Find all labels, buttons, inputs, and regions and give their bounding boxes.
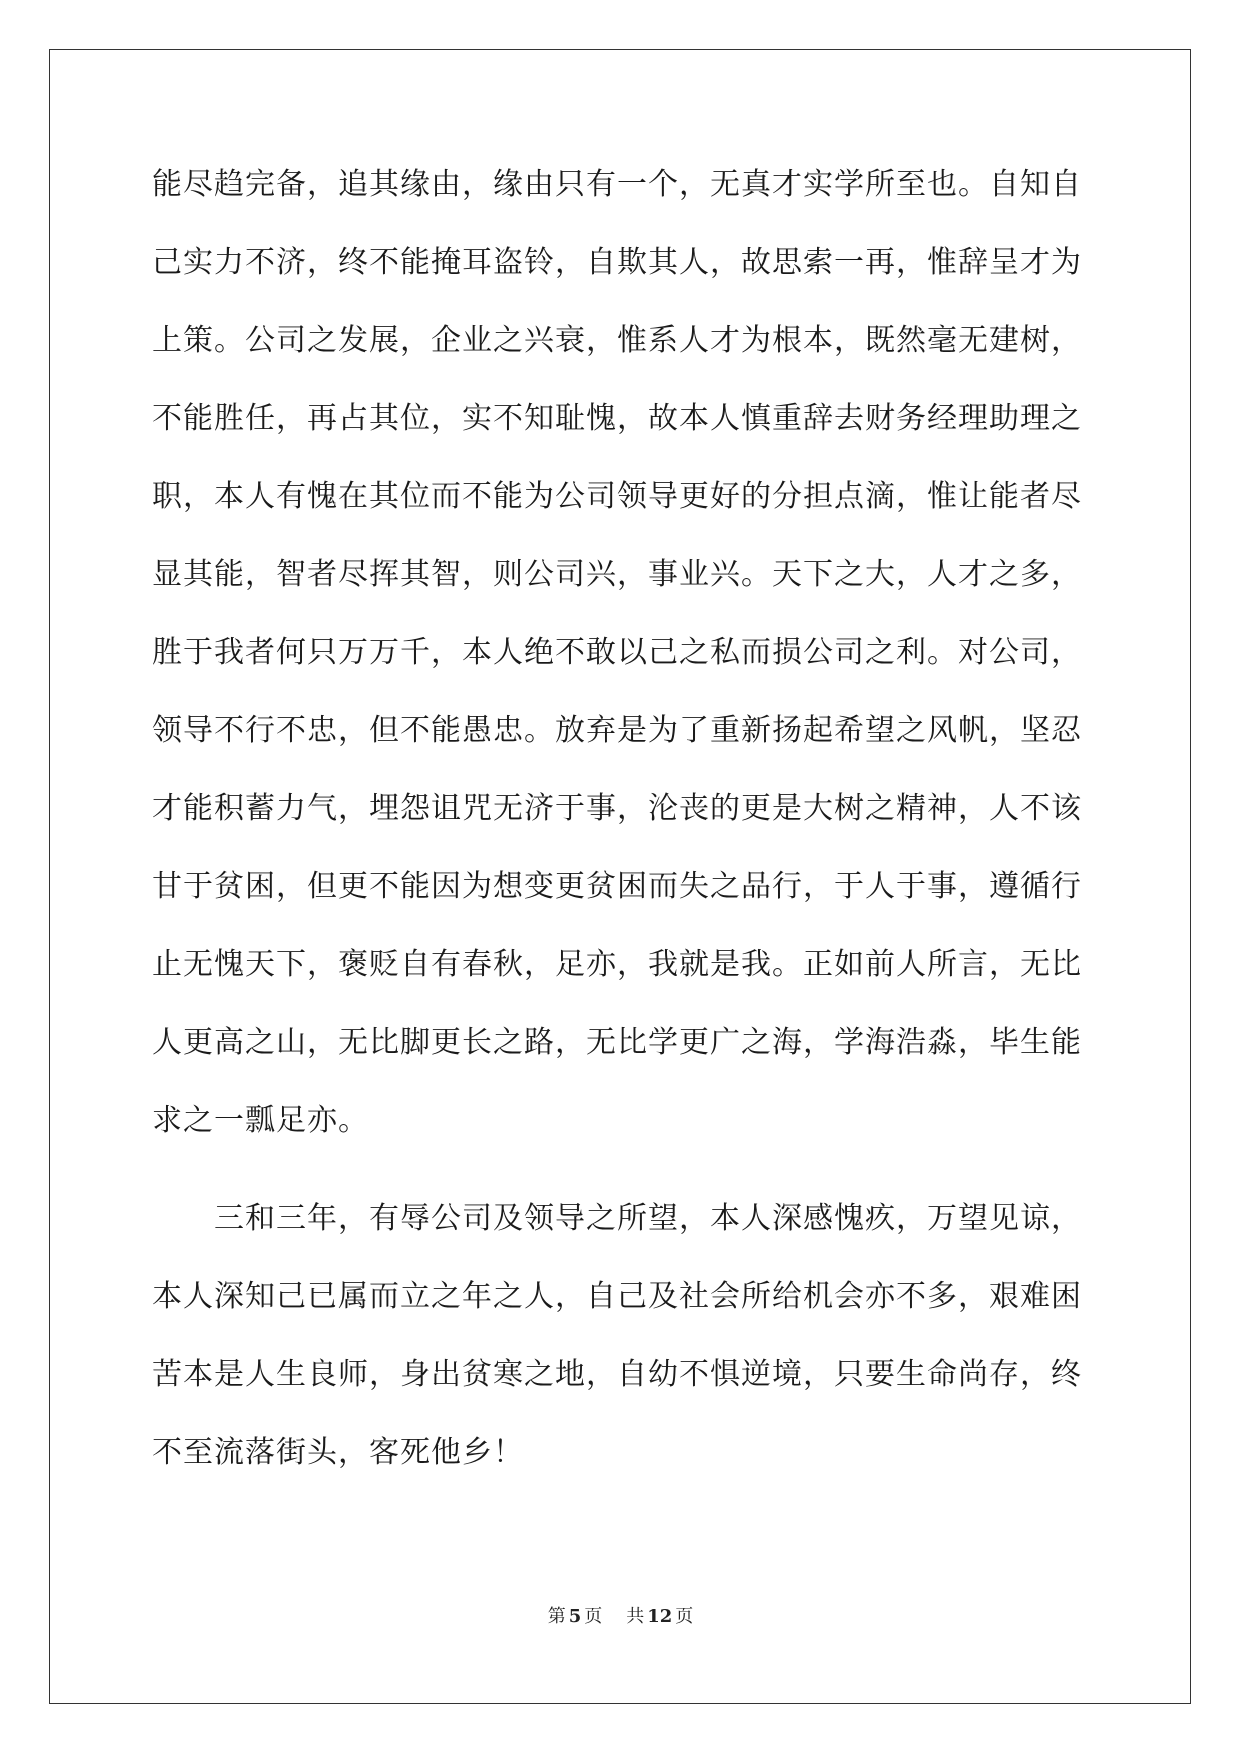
total-label-prefix: 共 xyxy=(626,1606,645,1627)
paragraph-spacer xyxy=(152,1174,1092,1194)
text-line: 职，本人有愧在其位而不能为公司领导更好的分担点滴，惟让能者尽 xyxy=(152,479,1082,514)
page-label-suffix: 页 xyxy=(584,1606,603,1627)
text-line: 胜于我者何只万万千，本人绝不敢以己之私而损公司之利。对公司， xyxy=(152,635,1082,670)
paragraph-2 xyxy=(152,1194,1092,1506)
text-line: 三和三年，有辱公司及领导之所望，本人深感愧疚，万望见谅， xyxy=(152,1201,1082,1236)
page-number: 5 xyxy=(568,1606,582,1627)
text-line: 苦本是人生良师，身出贫寒之地，自幼不惧逆境，只要生命尚存，终 xyxy=(152,1357,1082,1392)
text-line: 甘于贫困，但更不能因为想变更贫困而失之品行，于人于事，遵循行 xyxy=(152,869,1082,904)
page-label-prefix: 第 xyxy=(547,1606,566,1627)
text-line: 不至流落街头，客死他乡！ xyxy=(152,1435,524,1470)
paragraph-1 xyxy=(152,160,1092,1174)
text-line: 能尽趋完备，追其缘由，缘由只有一个，无真才实学所至也。自知自 xyxy=(152,167,1082,202)
text-line: 上策。公司之发展，企业之兴衰，惟系人才为根本，既然毫无建树， xyxy=(152,323,1082,358)
page-footer xyxy=(0,1602,1241,1628)
total-pages: 12 xyxy=(647,1606,673,1627)
text-line: 止无愧天下，褒贬自有春秋，足亦，我就是我。正如前人所言，无比 xyxy=(152,947,1082,982)
total-label-suffix: 页 xyxy=(675,1606,694,1627)
text-line: 领导不行不忠，但不能愚忠。放弃是为了重新扬起希望之风帆，坚忍 xyxy=(152,713,1082,748)
text-line: 己实力不济，终不能掩耳盗铃，自欺其人，故思索一再，惟辞呈才为 xyxy=(152,245,1082,280)
text-line: 人更高之山，无比脚更长之路，无比学更广之海，学海浩淼，毕生能 xyxy=(152,1025,1082,1060)
text-line: 本人深知己已属而立之年之人，自己及社会所给机会亦不多，艰难困 xyxy=(152,1279,1082,1314)
text-line: 求之一瓢足亦。 xyxy=(152,1103,369,1138)
document-body xyxy=(152,160,1092,1506)
text-line: 才能积蓄力气，埋怨诅咒无济于事，沦丧的更是大树之精神，人不该 xyxy=(152,791,1082,826)
text-line: 显其能，智者尽挥其智，则公司兴，事业兴。天下之大，人才之多， xyxy=(152,557,1082,592)
text-line: 不能胜任，再占其位，实不知耻愧，故本人慎重辞去财务经理助理之 xyxy=(152,401,1082,436)
